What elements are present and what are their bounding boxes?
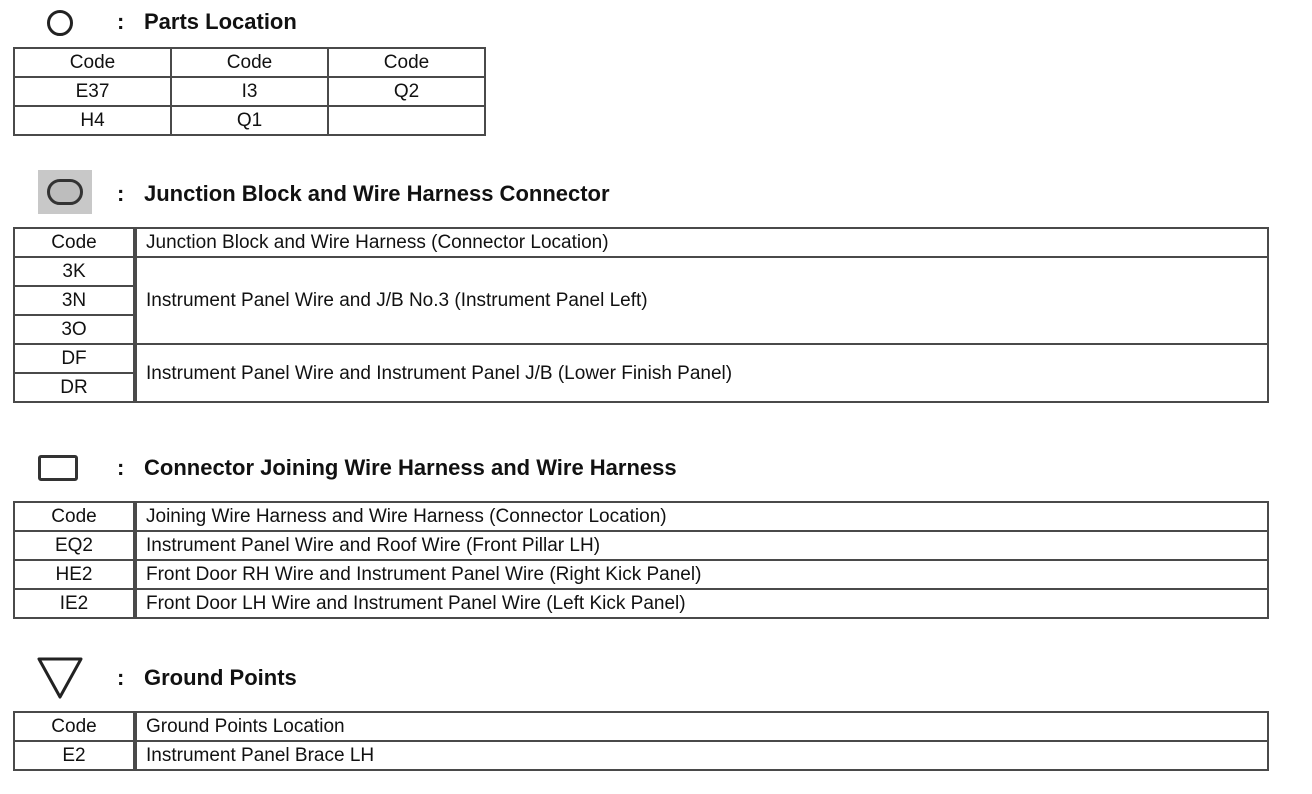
header-description: Junction Block and Wire Harness (Connector Location): [135, 228, 1268, 257]
table-row: [14, 589, 1268, 618]
ground-points-table: [13, 711, 1269, 771]
table-header-row: [14, 712, 1268, 741]
part-code: [328, 106, 485, 135]
header-description: Ground Points Location: [135, 712, 1268, 741]
jb-code: 3K: [14, 257, 135, 286]
connector-code: HE2: [14, 560, 135, 589]
table-row: [14, 531, 1268, 560]
connector-code: EQ2: [14, 531, 135, 560]
header-code: Code: [14, 502, 135, 531]
jb-description: Instrument Panel Wire and Instrument Panel J/B (Lower Finish Panel): [135, 344, 1268, 402]
jb-code: 3O: [14, 315, 135, 344]
header-code-2: Code: [171, 48, 328, 77]
junction-block-rounded-rect-icon: [38, 170, 92, 214]
table-row: [14, 257, 1268, 286]
table-header-row: [14, 502, 1268, 531]
part-code: I3: [171, 77, 328, 106]
table-row: [14, 77, 485, 106]
junction-block-title: Junction Block and Wire Harness Connector: [144, 181, 610, 206]
ground-point-triangle-down-icon: [36, 656, 84, 700]
ground-description: Instrument Panel Brace LH: [135, 741, 1268, 770]
parts-location-colon: :: [117, 9, 125, 34]
connector-rectangle-icon: [38, 455, 78, 481]
connector-code: IE2: [14, 589, 135, 618]
connector-description: Instrument Panel Wire and Roof Wire (Front Pillar LH): [135, 531, 1268, 560]
jb-code: 3N: [14, 286, 135, 315]
part-code: H4: [14, 106, 171, 135]
connector-joining-colon: :: [117, 455, 125, 480]
header-code: Code: [14, 228, 135, 257]
connector-description: Front Door RH Wire and Instrument Panel Wire (Right Kick Panel): [135, 560, 1268, 589]
parts-location-title: Parts Location: [144, 9, 297, 34]
parts-location-circle-icon: [47, 10, 73, 36]
table-header-row: [14, 228, 1268, 257]
header-code: Code: [14, 712, 135, 741]
header-code-3: Code: [328, 48, 485, 77]
part-code: Q2: [328, 77, 485, 106]
table-row: [14, 344, 1268, 373]
header-code-1: Code: [14, 48, 171, 77]
jb-code: DF: [14, 344, 135, 373]
ground-points-title: Ground Points: [144, 665, 297, 690]
parts-location-table: [13, 47, 486, 136]
table-header-row: [14, 48, 485, 77]
junction-block-colon: :: [117, 181, 125, 206]
connector-description: Front Door LH Wire and Instrument Panel Wire (Left Kick Panel): [135, 589, 1268, 618]
part-code: Q1: [171, 106, 328, 135]
table-row: [14, 106, 485, 135]
jb-code: DR: [14, 373, 135, 402]
header-description: Joining Wire Harness and Wire Harness (Connector Location): [135, 502, 1268, 531]
table-row: [14, 741, 1268, 770]
part-code: E37: [14, 77, 171, 106]
jb-description: Instrument Panel Wire and J/B No.3 (Instrument Panel Left): [135, 257, 1268, 344]
ground-points-colon: :: [117, 665, 125, 690]
ground-code: E2: [14, 741, 135, 770]
junction-block-table: [13, 227, 1269, 403]
table-row: [14, 560, 1268, 589]
connector-joining-table: [13, 501, 1269, 619]
connector-joining-title: Connector Joining Wire Harness and Wire Harness: [144, 455, 677, 480]
